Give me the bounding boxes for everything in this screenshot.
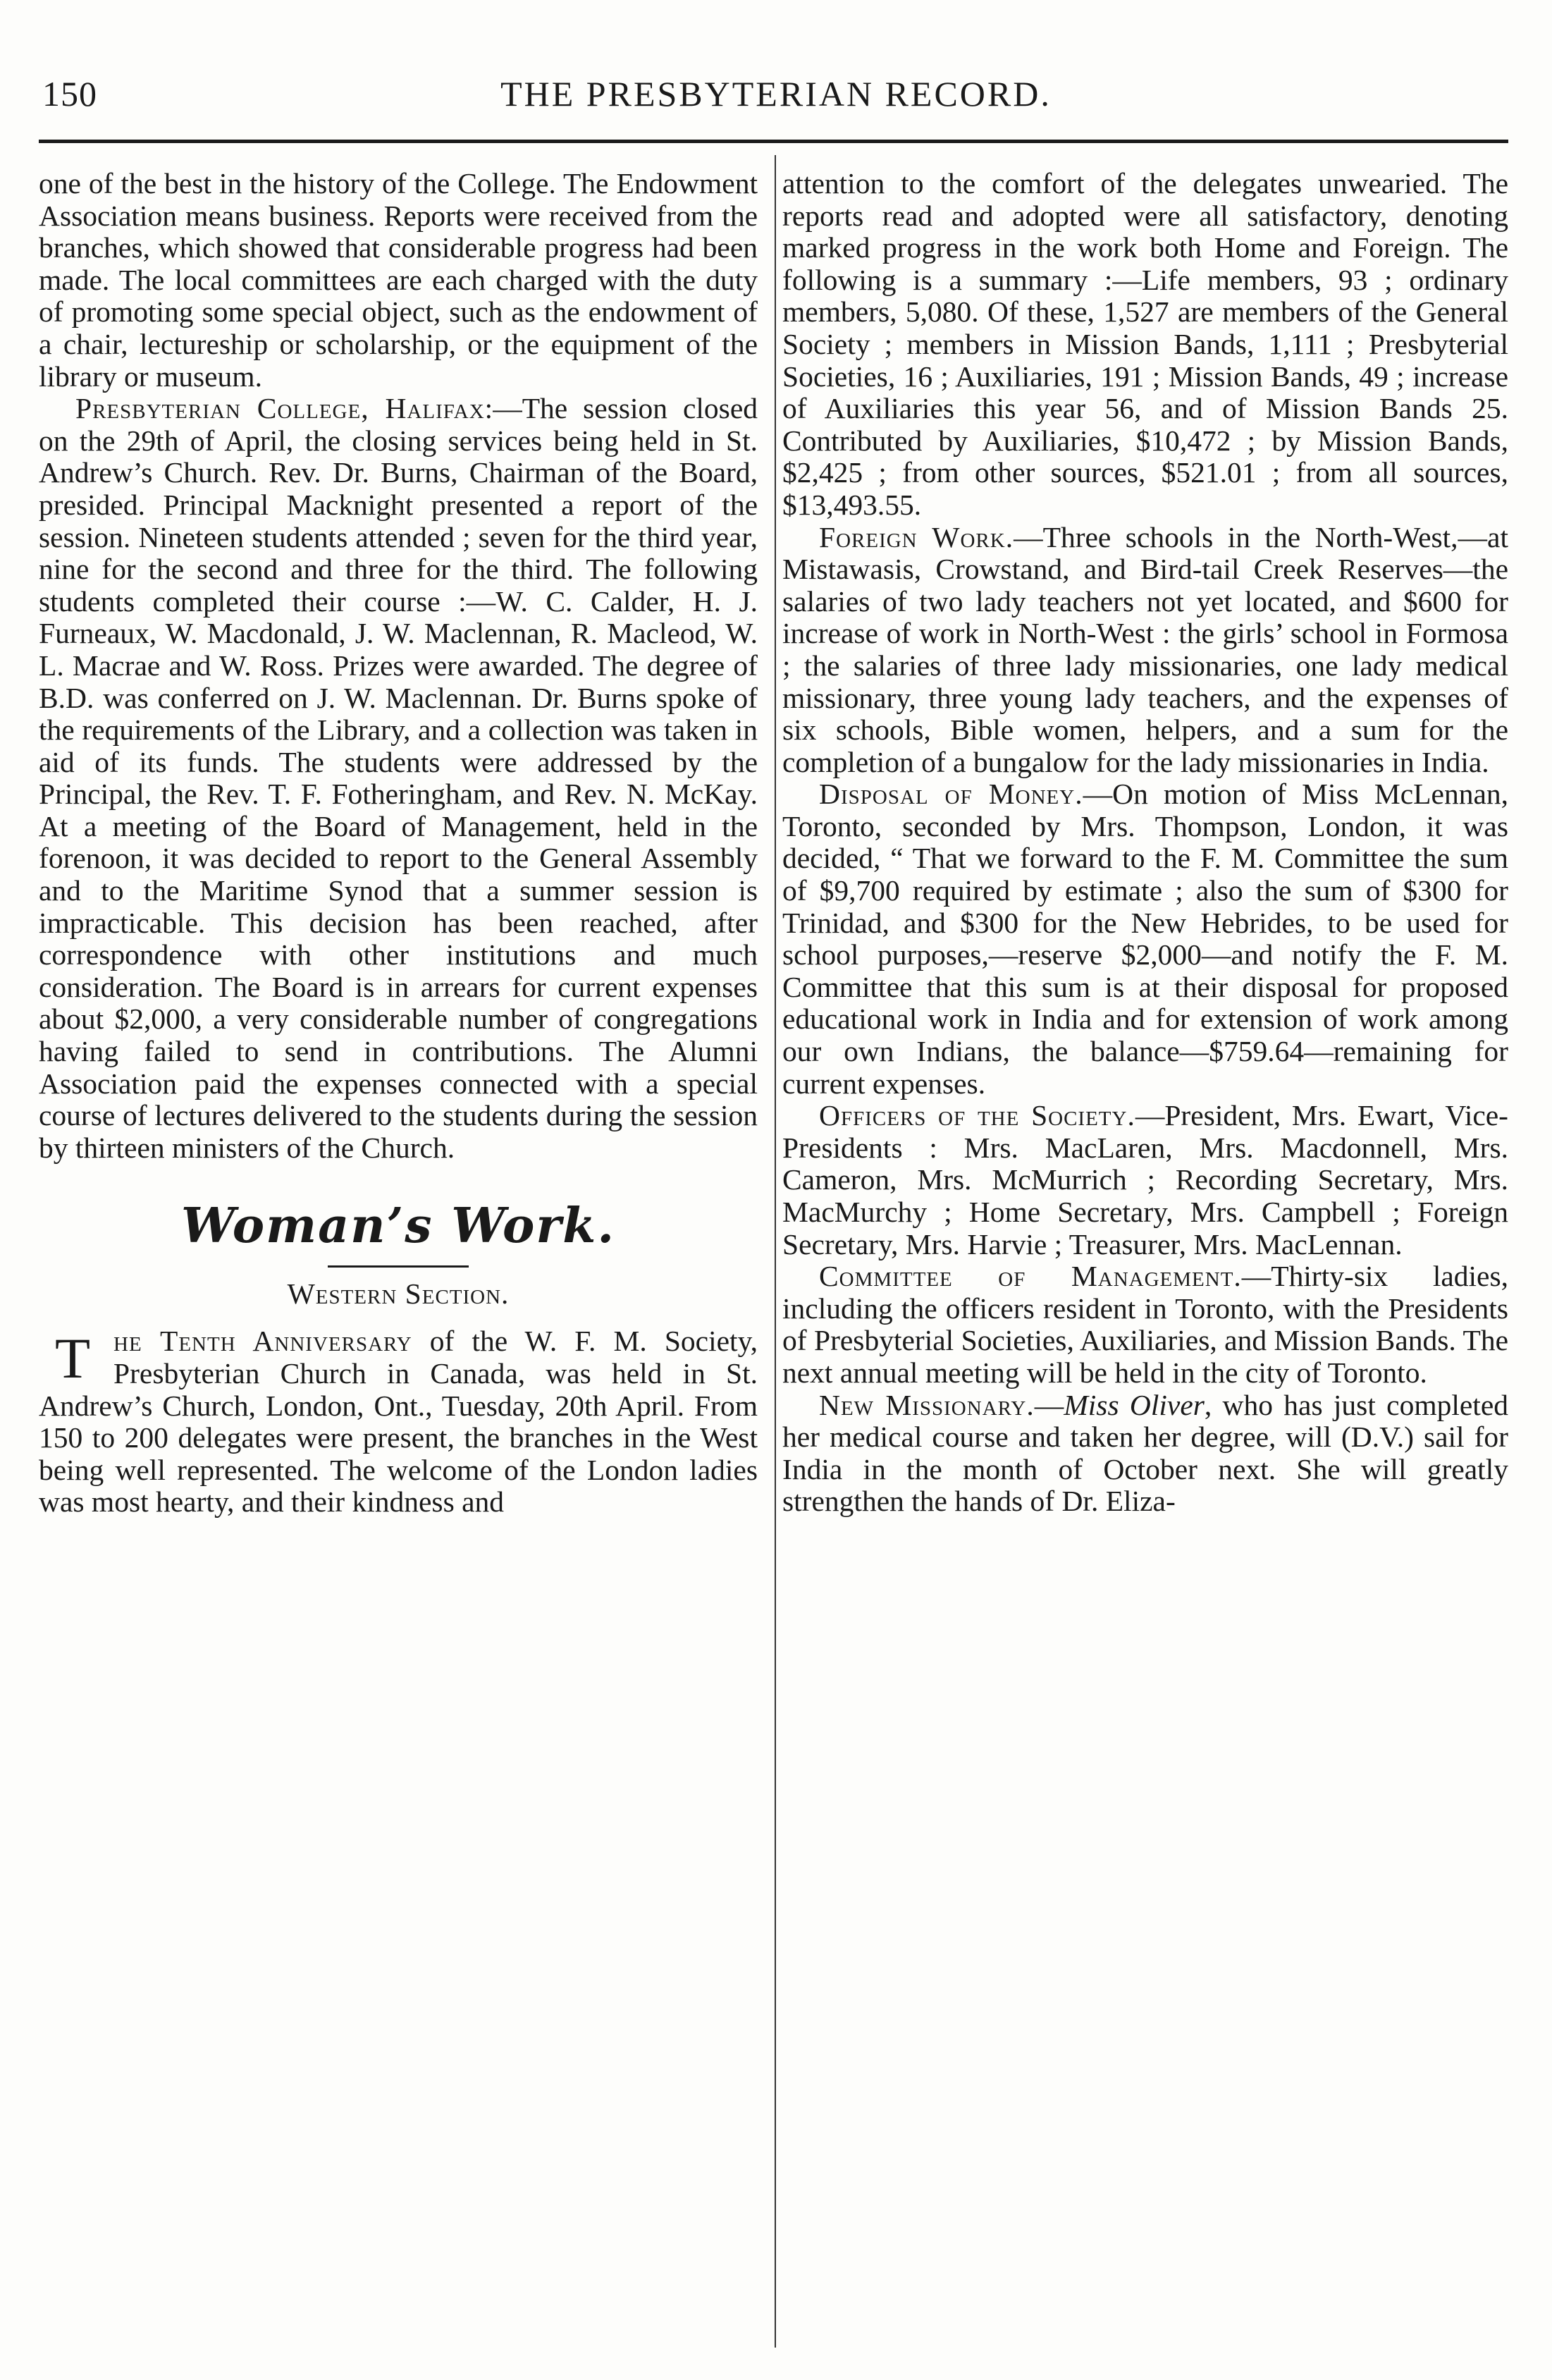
right-column bbox=[782, 168, 1508, 1518]
left-column bbox=[39, 168, 758, 1519]
page-number: 150 bbox=[42, 74, 97, 114]
run-in-heading: Disposal of Money. bbox=[819, 778, 1083, 811]
header-rule bbox=[39, 140, 1508, 143]
paragraph-text: —Thirty-six ladies, including the officers resident in Toronto, with the Presidents of Presbyterial Societies, Auxiliaries, and Mission Bands. The next annual meeting will be held in the city of Toronto. bbox=[782, 1260, 1508, 1389]
dash: — bbox=[1034, 1388, 1064, 1421]
run-in-heading: Presbyterian College, Halifax bbox=[75, 392, 485, 425]
paragraph-committee bbox=[782, 1260, 1508, 1389]
run-in-heading: he Tenth Anniversary bbox=[113, 1325, 412, 1358]
paragraph-text: —President, Mrs. Ewart, Vice-Presidents : Mrs. MacLaren, Mrs. Macdonnell, Mrs. Cameron, Mrs. McMurrich ; Recording Secretary, Mrs. MacMurchy ; Home Secretary, Mrs. Campbell ; Foreign Secretary, Mrs. Harvie ; Treasurer, Mrs. MacLennan. bbox=[782, 1099, 1509, 1260]
running-title: THE PRESBYTERIAN RECORD. bbox=[500, 74, 1052, 114]
column-divider bbox=[775, 155, 776, 2348]
paragraph-text: —Three schools in the North-West,—at Mistawasis, Crowstand, and Bird-tail Creek Reserves—the salaries of two lady teachers not yet located, and $600 for increase of work in North-West : the girls’ school in Formosa ; the salaries of three lady missionaries, one lady medical missionary, three young lady teachers, and the expenses of six schools, Bible women, helpers, and a sum for the completion of a bungalow for the lady missionaries in India. bbox=[782, 520, 1508, 778]
paragraph-new-missionary bbox=[782, 1390, 1508, 1518]
paragraph-foreign-work bbox=[782, 522, 1508, 779]
paragraph-text: :—The session closed on the 29th of April, the closing services being held in St. Andrew’s Church. Rev. Dr. Burns, Chairman of the Board, presided. Principal Macknight presented a report of the session. Nineteen students attended ; seven for the third year, nine for the second and three for the third. The following students completed their course :—W. C. Calder, H. J. Furneaux, W. Macdonald, J. W. Maclennan, R. Macleod, W. L. Macrae and W. Ross. Prizes were awarded. The degree of B.D. was conferred on J. W. Maclennan. Dr. Burns spoke of the requirements of the Library, and a collection was taken in aid of its funds. The students were addressed by the Principal, the Rev. T. F. Fotheringham, and Rev. N. McKay. At a meeting of the Board of Management, held in the forenoon, it was decided to report to the General Assembly and to the Maritime Synod that a summer session is impracticable. This decision has been reached, after correspondence with other institutions and much consideration. The Board is in arrears for current expenses about $2,000, a very considerable number of congregations having failed to send in contributions. The Alumni Association paid the expenses connected with a special course of lectures delivered to the students during the session by thirteen ministers of the Church. bbox=[39, 392, 758, 1164]
paragraph-text: , who has just completed her medical course and taken her degree, will (D.V.) sail for India in the month of October next. She will greatly strengthen the hands of Dr. Eliza- bbox=[782, 1388, 1508, 1518]
subheading: Western Section. bbox=[287, 1277, 510, 1311]
paragraph-disposal-of-money bbox=[782, 778, 1508, 1100]
missionary-name: Miss Oliver bbox=[1064, 1388, 1205, 1421]
run-in-heading: Committee of Management. bbox=[819, 1260, 1242, 1293]
run-in-heading: New Missionary. bbox=[819, 1388, 1035, 1421]
paragraph-endowment: one of the best in the history of the College. The Endowment Association means business. Reports were received from the branches, which showed that considerable progress had been made. The local committees are each charged with the duty of promoting some special object, such as the endowment of a chair, lectureship or scholarship, or the equipment of the library or museum. bbox=[39, 167, 758, 393]
run-in-heading: Foreign Work. bbox=[819, 520, 1014, 553]
paragraph-text: of the W. F. M. Society, Presbyterian Church in Canada, was held in St. Andrew’s Church, London, Ont., Tuesday, 20th April. From 150 to 200 delegates were present, the branches in the West being well represented. The welcome of the London ladies was most hearty, and their kindness and bbox=[39, 1325, 758, 1519]
paragraph-tenth-anniversary bbox=[39, 1325, 758, 1519]
paragraph-text: —On motion of Miss McLennan, Toronto, seconded by Mrs. Thompson, London, it was decided, “ That we forward to the F. M. Committee the sum of $9,700 required by estimate ; also the sum of $300 for Trinidad, and $300 for the New Hebrides, to be used for school purposes,—reserve $2,000—and notify the F. M. Committee that this sum is at their disposal for proposed educational work in India and for extension of work among our own Indians, the balance—$759.64—remaining for current expenses. bbox=[782, 778, 1508, 1100]
paragraph-halifax-college bbox=[39, 393, 758, 1164]
run-in-heading: Officers of the Society. bbox=[819, 1099, 1135, 1132]
section-heading: Woman’s Work. bbox=[180, 1198, 616, 1255]
drop-cap: T bbox=[54, 1326, 91, 1391]
paragraph-officers bbox=[782, 1100, 1508, 1260]
paragraph-summary: attention to the comfort of the delegates unwearied. The reports read and adopted were all satisfactory, denoting marked progress in the work both Home and Foreign. The following is a summary :—Life members, 93 ; ordinary members, 5,080. Of these, 1,527 are members of the General Society ; members in Mission Bands, 1,111 ; Presbyterial Societies, 16 ; Auxiliaries, 191 ; Mission Bands, 49 ; increase of Auxiliaries this year 56, and of Mission Bands 25. Contributed by Auxiliaries, $10,472 ; by Mission Bands, $2,425 ; from other sources, $521.01 ; from all sources, $13,493.55. bbox=[782, 167, 1508, 521]
short-rule bbox=[328, 1265, 469, 1268]
